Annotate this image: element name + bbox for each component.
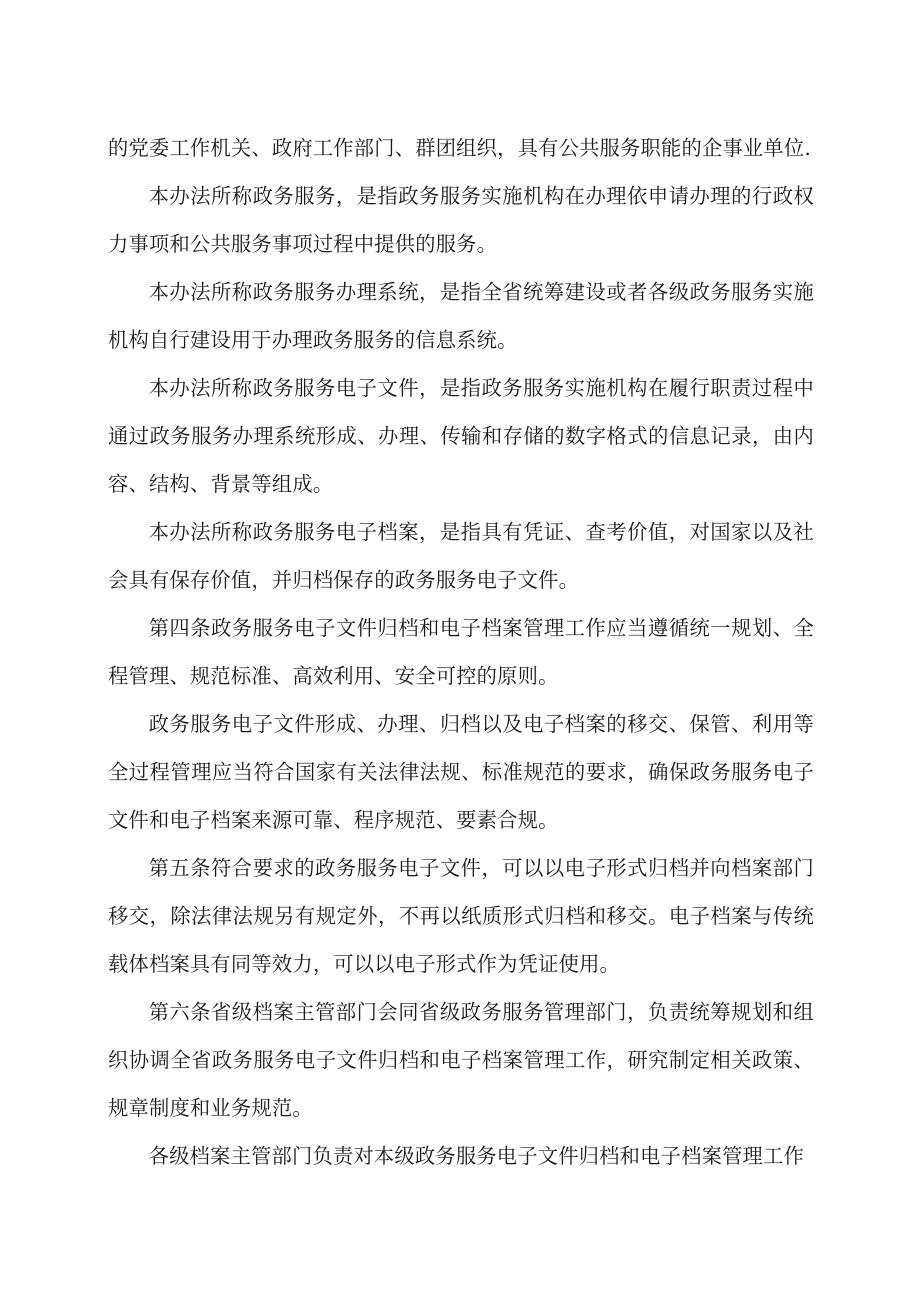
paragraph-definition-electronic-archive: 本办法所称政务服务电子档案，是指具有凭证、查考价值，对国家以及社会具有保存价值，并归档保存的政务服务电子文件。 [108, 520, 814, 592]
document-body [108, 124, 814, 1180]
paragraph-scope-continuation: 的党委工作机关、政府工作部门、群团组织，具有公共服务职能的企事业单位. [108, 136, 812, 160]
paragraph-definition-system: 本办法所称政务服务办理系统，是指全省统筹建设或者各级政务服务实施机构自行建设用于办理政务服务的信息系统。 [108, 280, 814, 352]
paragraph-article-6: 第六条省级档案主管部门会同省级政务服务管理部门，负责统筹规划和组织协调全省政务服务电子文件归档和电子档案管理工作，研究制定相关政策、规章制度和业务规范。 [108, 1000, 814, 1120]
paragraph-article-6-detail: 各级档案主管部门负责对本级政务服务电子文件归档和电子档案管理工作 [148, 1144, 804, 1168]
paragraph-article-4-detail: 政务服务电子文件形成、办理、归档以及电子档案的移交、保管、利用等全过程管理应当符合国家有关法律法规、标准规范的要求，确保政务服务电子文件和电子档案来源可靠、程序规范、要素合规。 [108, 712, 814, 832]
paragraph-article-5: 第五条符合要求的政务服务电子文件，可以以电子形式归档并向档案部门移交，除法律法规另有规定外，不再以纸质形式归档和移交。电子档案与传统载体档案具有同等效力，可以以电子形式作为凭证使用。 [108, 856, 814, 976]
paragraph-article-4: 第四条政务服务电子文件归档和电子档案管理工作应当遵循统一规划、全程管理、规范标准、高效利用、安全可控的原则。 [108, 616, 814, 688]
paragraph-definition-service: 本办法所称政务服务，是指政务服务实施机构在办理依申请办理的行政权力事项和公共服务事项过程中提供的服务。 [108, 184, 814, 256]
paragraph-definition-electronic-file: 本办法所称政务服务电子文件，是指政务服务实施机构在履行职责过程中通过政务服务办理系统形成、办理、传输和存储的数字格式的信息记录，由内容、结构、背景等组成。 [108, 376, 814, 496]
